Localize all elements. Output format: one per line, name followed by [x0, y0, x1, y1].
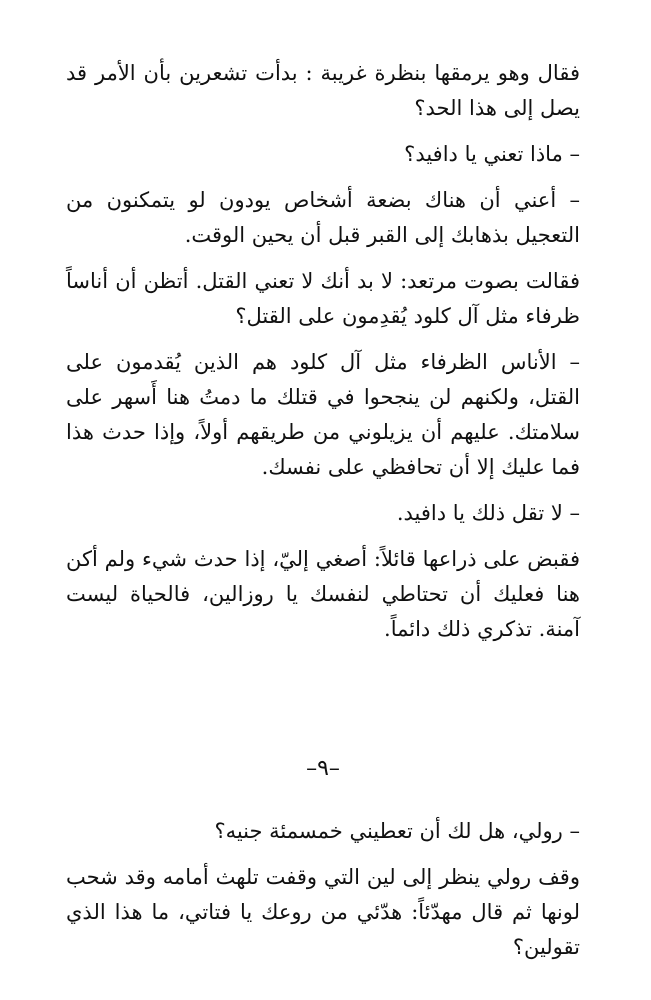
chapter-number: –٩–	[306, 756, 340, 781]
paragraph: فقالت بصوت مرتعد: لا بد أنك لا تعني القتل. أتظن أن أناساً ظرفاء مثل آل كلود يُقدِمون على القتل؟	[66, 269, 580, 328]
paragraph: – ماذا تعني يا دافيد؟	[404, 142, 580, 166]
paragraph: – لا تقل ذلك يا دافيد.	[396, 501, 580, 525]
paragraph: – الأناس الظرفاء مثل آل كلود هم الذين يُقدمون على القتل، ولكنهم لن ينجحوا في قتلك ما دمتُ هنا أَسهر على سلامتك. عليهم أن يزيلوني من طريقهم أولاً، وإذا حدث هذا فما عليك إلا أن تحافظي على نفسك.	[66, 350, 580, 479]
chapter-body	[66, 814, 580, 976]
paragraph: – رولي، هل لك أن تعطيني خمسمئة جنيه؟	[214, 819, 580, 843]
book-page	[66, 56, 580, 959]
paragraph: فقبض على ذراعها قائلاً: أصغي إليّ، إذا حدث شيء ولم أكن هنا فعليك أن تحتاطي لنفسك يا روزالين، فالحياة ليست آمنة. تذكري ذلك دائماً.	[66, 547, 580, 641]
paragraph: وقف رولي ينظر إلى لين التي وقفت تلهث أمامه وقد شحب لونها ثم قال مهدّئاً: هدّئي من روعك يا فتاتي، ما هذا الذي تقولين؟	[66, 865, 580, 959]
paragraph: – أعني أن هناك بضعة أشخاص يودون لو يتمكنون من التعجيل بذهابك إلى القبر قبل أن يحين الوقت.	[66, 188, 580, 247]
paragraph: فقال وهو يرمقها بنظرة غريبة : بدأت تشعرين بأن الأمر قد يصل إلى هذا الحد؟	[66, 61, 580, 120]
